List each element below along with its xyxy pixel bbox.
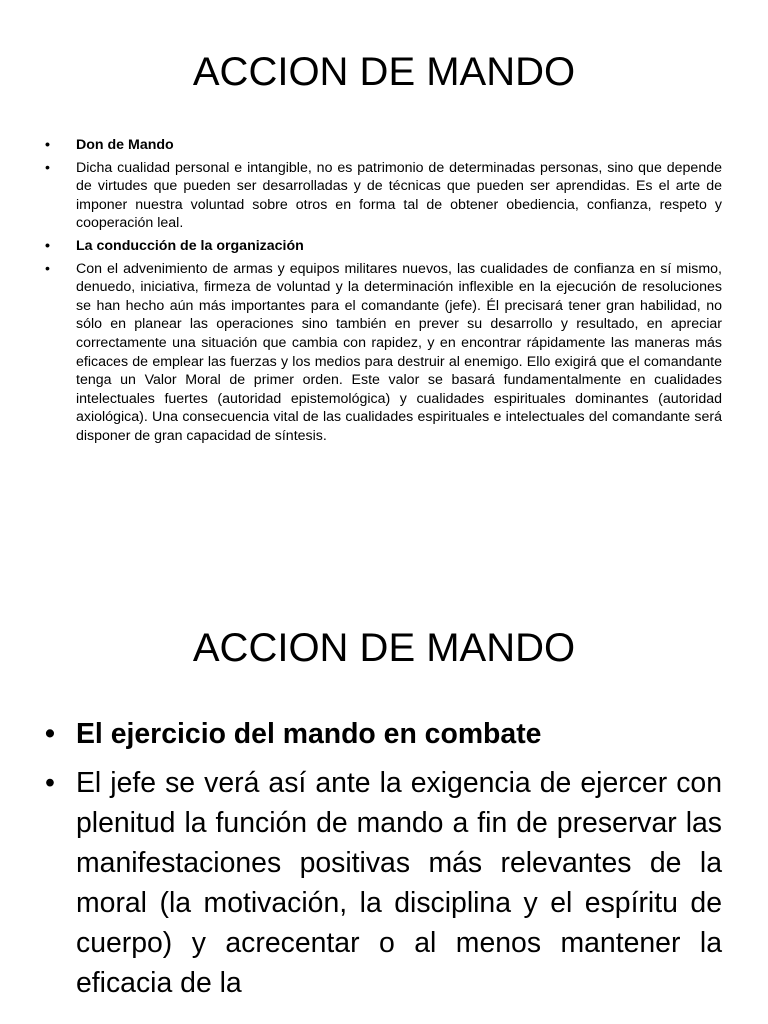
bullet-list: [45, 136, 722, 450]
bullet-icon: •: [45, 767, 55, 799]
bullet-text: La conducción de la organización: [76, 237, 304, 254]
bullet-text: El jefe se verá así ante la exigencia de ejercer con plenitud la función de mando a fin de preservar las manifestaciones positivas más relevantes de la moral (la motivación, la disciplina y el espíritu de cuerpo) y acrecentar o al menos mantener la eficacia de la: [76, 767, 722, 999]
bullet-list: [45, 714, 722, 1012]
bullet-text: Dicha cualidad personal e intangible, no es patrimonio de determinadas personas, sino que depende de virtudes que pueden ser desarrolladas y de técnicas que pueden ser aprendidas. Es el arte de imponer nuestra voluntad sobre otros en forma tal de obtener obediencia, confianza, respeto y cooperación leal.: [76, 159, 722, 232]
slide-2: [0, 576, 768, 1024]
bullet-icon: •: [45, 137, 50, 153]
bullet-icon: •: [45, 159, 50, 176]
bullet-paragraph: [45, 159, 722, 233]
bullet-icon: •: [45, 718, 55, 750]
bullet-heading: [45, 136, 722, 155]
slide-title: ACCION DE MANDO: [192, 626, 576, 670]
bullet-paragraph: [45, 763, 722, 1003]
bullet-text: Con el advenimiento de armas y equipos militares nuevos, las cualidades de confianza en sí mismo, denuedo, iniciativa, firmeza de voluntad y la determinación inflexible en la ejecución de resoluciones se han hecho aún más importantes para el comandante (jefe). Él precisará tener gran habilidad, no sólo en planear las operaciones sino también en prever su desarrollo y resultado, en apreciar correctamente una situación que cambia con rapidez, y en encontrar rápidamente las maneras más eficaces de emplear las fuerzas y los medios para destruir al enemigo. Ello exigirá que el comandante tenga un Valor Moral de primer orden. Este valor se basará fundamentalmente en cualidades intelectuales fuertes (autoridad epistemológica) y cualidades espirituales dominantes (autoridad axiológica). Una consecuencia vital de las cualidades espirituales e intelectuales del comandante será disponer de gran capacidad de síntesis.: [76, 260, 722, 444]
slide-title: ACCION DE MANDO: [192, 50, 576, 94]
bullet-heading: [45, 237, 722, 256]
bullet-text: Don de Mando: [76, 137, 174, 153]
bullet-text: El ejercicio del mando en combate: [76, 718, 542, 750]
bullet-icon: •: [45, 237, 50, 254]
bullet-icon: •: [45, 260, 50, 277]
bullet-heading: [45, 714, 722, 754]
bullet-paragraph: [45, 260, 722, 446]
